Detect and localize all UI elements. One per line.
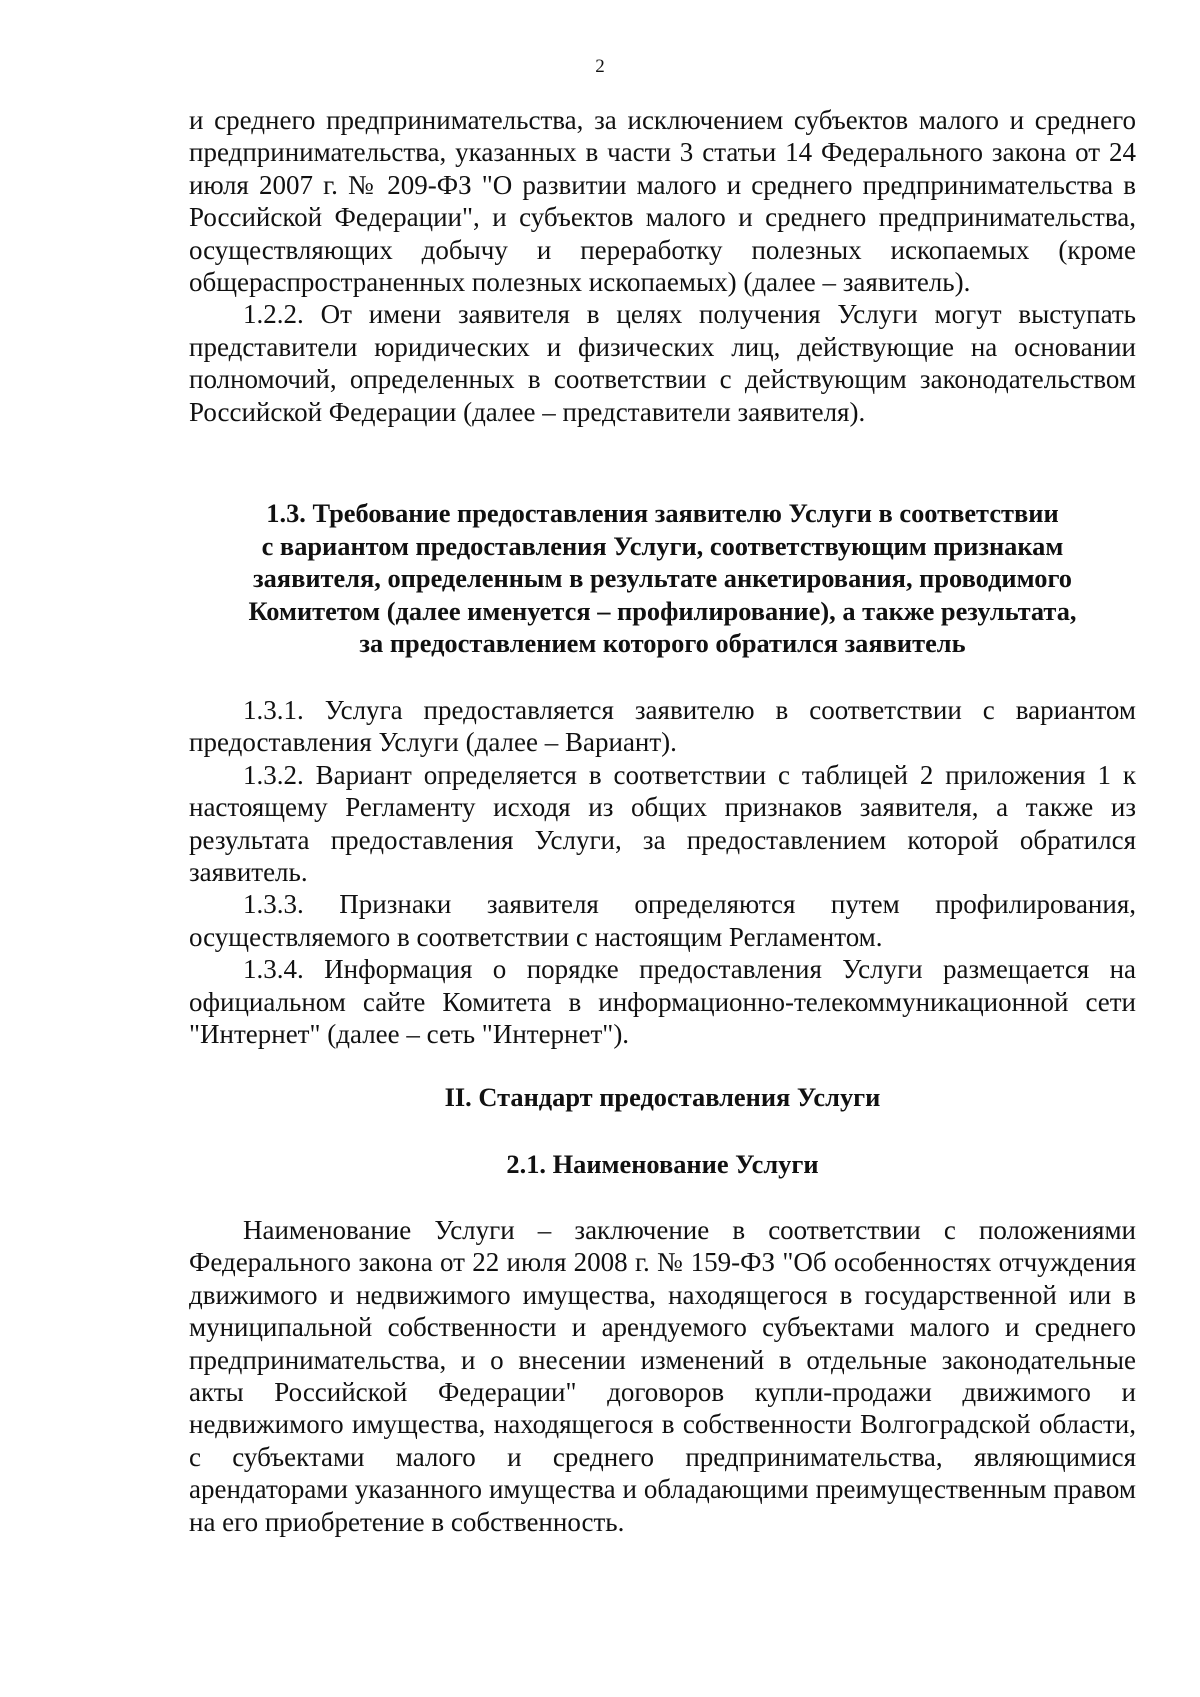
paragraph-1-3-4: 1.3.4. Информация о порядке предоставления Услуги размещается на официальном сайте Комитета в информационно-телекоммуникационной сети "Интернет" (далее – сеть "Интернет"). xyxy=(189,954,1136,1050)
heading-1-3-line: за предоставлением которого обратился заявитель xyxy=(359,628,966,659)
page-number: 2 xyxy=(595,56,605,77)
heading-1-3-line: заявителя, определенным в результате анкетирования, проводимого xyxy=(253,563,1072,594)
section-1-3-text xyxy=(189,694,1136,1050)
heading-1-3-line: с вариантом предоставления Услуги, соответствующим признакам xyxy=(261,530,1064,561)
paragraph-1-2-2: 1.2.2. От имени заявителя в целях получения Услуги могут выступать представители юридических и физических лиц, действующие на основании полномочий, определенных в соответствии с действующим законодательством Российской Федерации (далее – представители заявителя). xyxy=(189,299,1136,427)
intro-paragraph: и среднего предпринимательства, за исключением субъектов малого и среднего предпринимательства, указанных в части 3 статьи 14 Федерального закона от 24 июля 2007 г. № 209-ФЗ "О развитии малого и среднего предпринимательства в Российской Федерации", и субъектов малого и среднего предпринимательства, осуществляющих добычу и переработку полезных ископаемых (кроме общераспространенных полезных ископаемых) (далее – заявитель). xyxy=(189,105,1136,298)
heading-1-3-line: Комитетом (далее именуется – профилирование), а также результата, xyxy=(248,595,1077,626)
section-1-2-text xyxy=(189,104,1136,428)
paragraph-1-3-1: 1.3.1. Услуга предоставляется заявителю в соответствии с вариантом предоставления Услуги (далее – Вариант). xyxy=(189,695,1136,758)
paragraph-1-3-2: 1.3.2. Вариант определяется в соответствии с таблицей 2 приложения 1 к настоящему Регламенту исходя из общих признаков заявителя, а также из результата предоставления Услуги, за предоставлением которой обратился заявитель. xyxy=(189,759,1136,888)
paragraph-1-3-3: 1.3.3. Признаки заявителя определяются путем профилирования, осуществляемого в соответствии с настоящим Регламентом. xyxy=(189,889,1136,952)
section-2-1-text xyxy=(189,1214,1136,1538)
section-2-title: II. Стандарт предоставления Услуги xyxy=(444,1082,881,1112)
heading-1-3 xyxy=(190,497,1135,660)
subsection-2-1-title: 2.1. Наименование Услуги xyxy=(506,1149,819,1179)
paragraph-2-1: Наименование Услуги – заключение в соответствии с положениями Федерального закона от 22 июля 2008 г. № 159-ФЗ "Об особенностях отчуждения движимого и недвижимого имущества, находящегося в государственной или в муниципальной собственности и арендуемого субъектами малого и среднего предпринимательства, и о внесении изменений в отдельные законодательные акты Российской Федерации" договоров купли-продажи движимого и недвижимого имущества, находящегося в собственности Волгоградской области, с субъектами малого и среднего предпринимательства, являющимися арендаторами указанного имущества и обладающими преимущественным правом на его приобретение в собственность. xyxy=(189,1215,1136,1537)
heading-1-3-line: 1.3. Требование предоставления заявителю Услуги в соответствии xyxy=(266,498,1059,528)
